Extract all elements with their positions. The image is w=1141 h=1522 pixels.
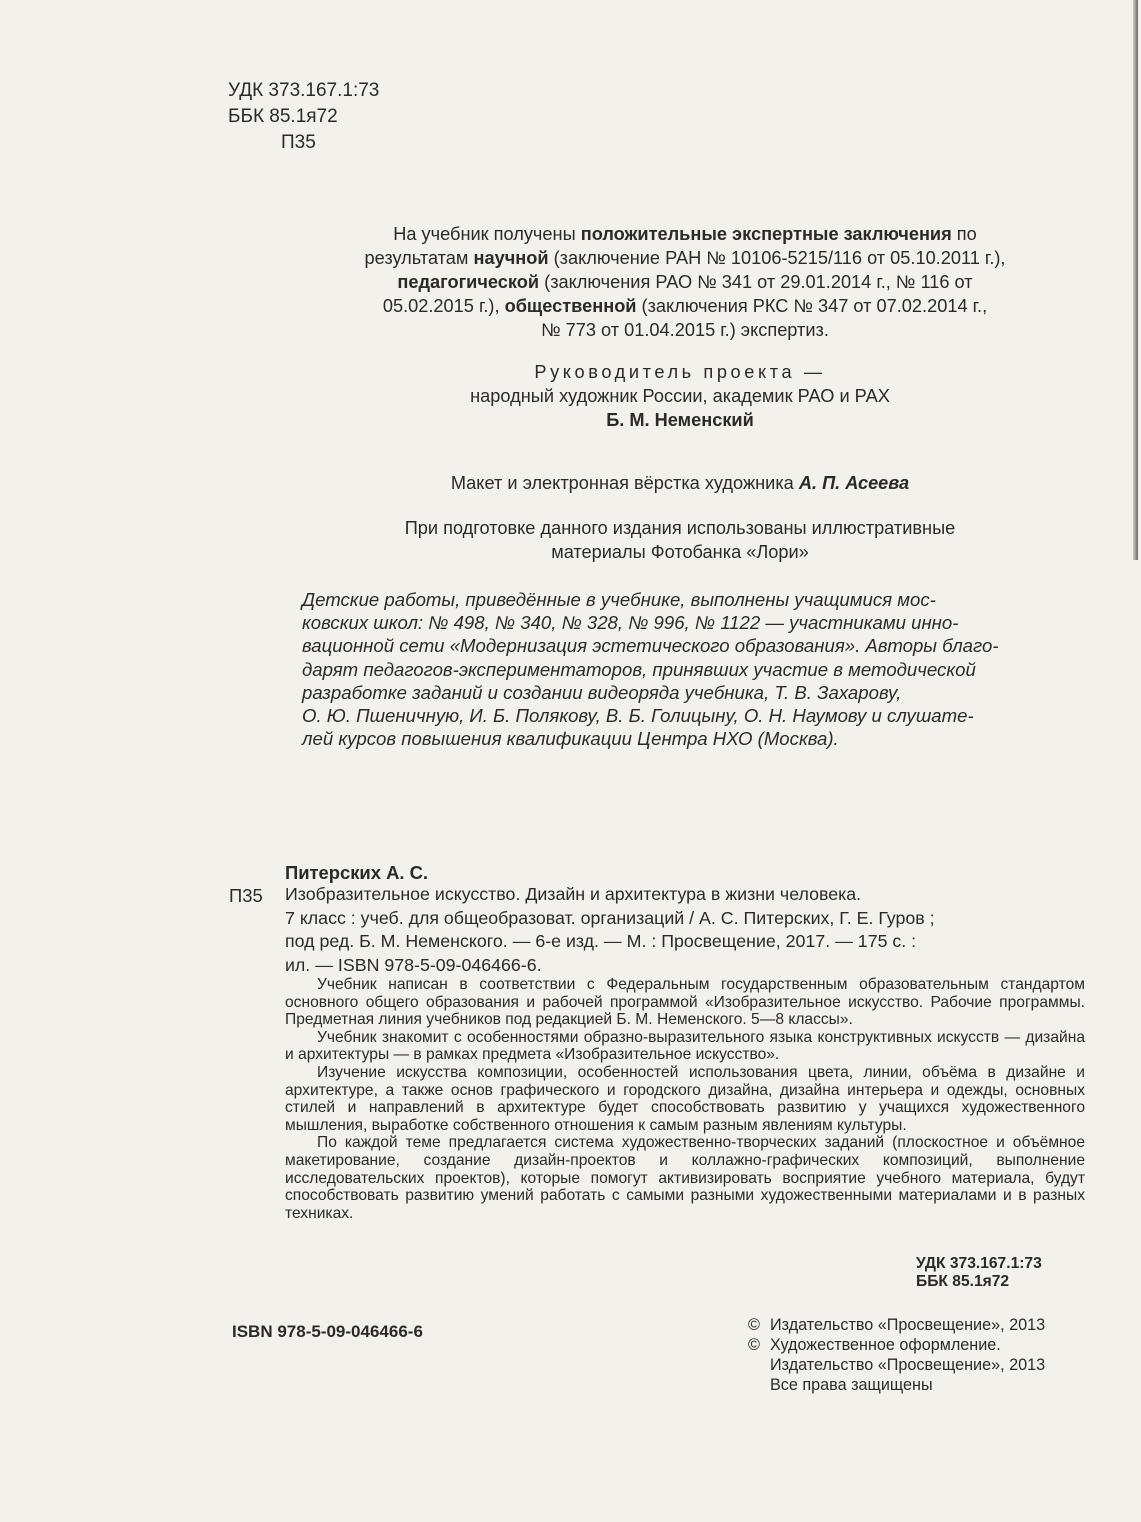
project-head-title: народный художник России, академик РАО и РАХ bbox=[470, 386, 890, 406]
text-span: На учебник получены bbox=[393, 224, 581, 244]
expert-line-5: № 773 от 01.04.2015 г.) экспертиз. bbox=[541, 320, 829, 340]
text-span: результатам bbox=[364, 248, 474, 268]
bottom-classification bbox=[916, 1255, 1042, 1290]
annotation bbox=[285, 976, 1085, 1222]
project-head-name: Б. М. Неменский bbox=[606, 410, 754, 430]
page-edge-line bbox=[1133, 0, 1138, 560]
copyright-line-1 bbox=[748, 1315, 1045, 1335]
bottom-bbk: ББК 85.1я72 bbox=[916, 1272, 1010, 1290]
photobank-credit bbox=[300, 516, 1060, 564]
photobank-line-1: При подготовке данного издания использованы иллюстративные bbox=[404, 518, 956, 538]
expert-line-1 bbox=[300, 222, 1070, 246]
bottom-udk: УДК 373.167.1:73 bbox=[916, 1255, 1042, 1272]
layout-credit-text: Макет и электронная вёрстка художника bbox=[450, 473, 799, 493]
copyright-block bbox=[748, 1315, 1045, 1395]
project-head-role: Руководитель проекта — bbox=[534, 362, 826, 382]
bold-span: положительные экспертные заключения bbox=[580, 224, 952, 244]
children-works-note bbox=[302, 588, 1081, 750]
isbn: ISBN 978-5-09-046466-6 bbox=[232, 1322, 423, 1341]
biblio-line-3: под ред. Б. М. Неменского. — 6-е изд. — М. : Просвещение, 2017. — 175 с. : bbox=[285, 931, 917, 951]
expert-line-2 bbox=[300, 246, 1070, 270]
text-span: (заключения РАО № 341 от 29.01.2014 г., № 116 от bbox=[539, 272, 973, 292]
children-line-3: вационной сети «Модернизация эстетического образования». Авторы благо- bbox=[302, 635, 999, 657]
biblio-record bbox=[285, 883, 1082, 977]
author-sign-code: П35 bbox=[281, 132, 316, 153]
children-line-4: дарят педагогов-экспериментаторов, принявших участие в методической bbox=[302, 658, 976, 680]
project-head bbox=[300, 360, 1060, 432]
text-span: по bbox=[951, 224, 977, 244]
udk-code: УДК 373.167.1:73 bbox=[228, 80, 380, 101]
biblio-line-4: ил. — ISBN 978-5-09-046466-6. bbox=[285, 954, 542, 975]
text-span: 05.02.2015 г.), bbox=[382, 296, 505, 316]
children-line-2: ковских школ: № 498, № 340, № 328, № 996, № 1122 — участниками инно- bbox=[302, 612, 959, 634]
bold-span: научной bbox=[473, 248, 549, 268]
copyright-line-4: Все права защищены bbox=[770, 1376, 933, 1394]
copyright-text: Издательство «Просвещение», 2013 bbox=[770, 1316, 1046, 1334]
annotation-paragraph: По каждой теме предлагается система художественно-творческих заданий (плоскостное и объёмное макетирование, создание дизайн-проектов и коллажно-графических композиций, выполнение исследовательских проектов), которые помогут активизировать восприятие учебного материала, будут способствовать развитию умений работать с самыми разными художественными материалами и в разных техниках. bbox=[285, 1134, 1085, 1222]
copyright-icon: © bbox=[748, 1316, 760, 1334]
copyright-text: Художественное оформление. bbox=[770, 1336, 1001, 1354]
bold-span: общественной bbox=[504, 296, 637, 316]
classification-codes bbox=[228, 78, 379, 156]
copyright-line-2 bbox=[748, 1335, 1045, 1355]
annotation-paragraph: Изучение искусства композиции, особенностей использования цвета, линии, объёма в дизайне и архитектуре, а также основ графического и городского дизайна, дизайна интерьера и одежды, основных стилей и направлений в архитектуре будет способствовать развитию у учащихся художественного мышления, выработке собственного отношения к самым разным явлениям культуры. bbox=[285, 1063, 1085, 1134]
layout-credit bbox=[300, 471, 1060, 495]
biblio-line-2: 7 класс : учеб. для общеобразоват. организаций / А. С. Питерских, Г. Е. Гуров ; bbox=[285, 907, 935, 928]
text-span: (заключения РКС № 347 от 07.02.2014 г., bbox=[636, 296, 988, 316]
biblio-line-1: Изобразительное искусство. Дизайн и архитектура в жизни человека. bbox=[285, 884, 862, 904]
bbk-code: ББК 85.1я72 bbox=[228, 106, 338, 127]
copyright-icon: © bbox=[748, 1336, 760, 1354]
children-line-1: Детские работы, приведённые в учебнике, выполнены учащимися мос- bbox=[302, 589, 936, 610]
children-line-5: разработке заданий и создании видеоряда учебника, Т. В. Захарову, bbox=[302, 681, 902, 703]
expert-line-4 bbox=[300, 294, 1070, 318]
bold-span: педагогической bbox=[397, 272, 540, 292]
biblio-code: П35 bbox=[229, 885, 263, 906]
photobank-line-2: материалы Фотобанка «Лори» bbox=[551, 542, 809, 562]
expert-conclusions bbox=[300, 222, 1070, 342]
expert-line-3 bbox=[300, 270, 1070, 294]
text-span: (заключение РАН № 10106-5215/116 от 05.10.2011 г.), bbox=[548, 248, 1006, 268]
annotation-paragraph: Учебник написан в соответствии с Федеральным государственным образовательным стандартом основного общего образования и рабочей программой «Изобразительное искусство. Рабочие программы. Предметная линия учебников под редакцией Б. М. Неменского. 5—8 классы». bbox=[285, 976, 1085, 1029]
children-line-7: лей курсов повышения квалификации Центра НХО (Москва). bbox=[302, 728, 839, 750]
layout-artist: А. П. Асеева bbox=[798, 473, 910, 493]
copyright-line-3: Издательство «Просвещение», 2013 bbox=[770, 1356, 1046, 1374]
biblio-author: Питерских А. С. bbox=[285, 862, 428, 883]
annotation-paragraph: Учебник знакомит с особенностями образно-выразительного языка конструктивных искусств — дизайна и архитектуры — в рамках предмета «Изобразительное искусство». bbox=[285, 1028, 1085, 1064]
children-line-6: О. Ю. Пшеничную, И. Б. Полякову, В. Б. Голицыну, О. Н. Наумову и слушате- bbox=[302, 705, 974, 727]
